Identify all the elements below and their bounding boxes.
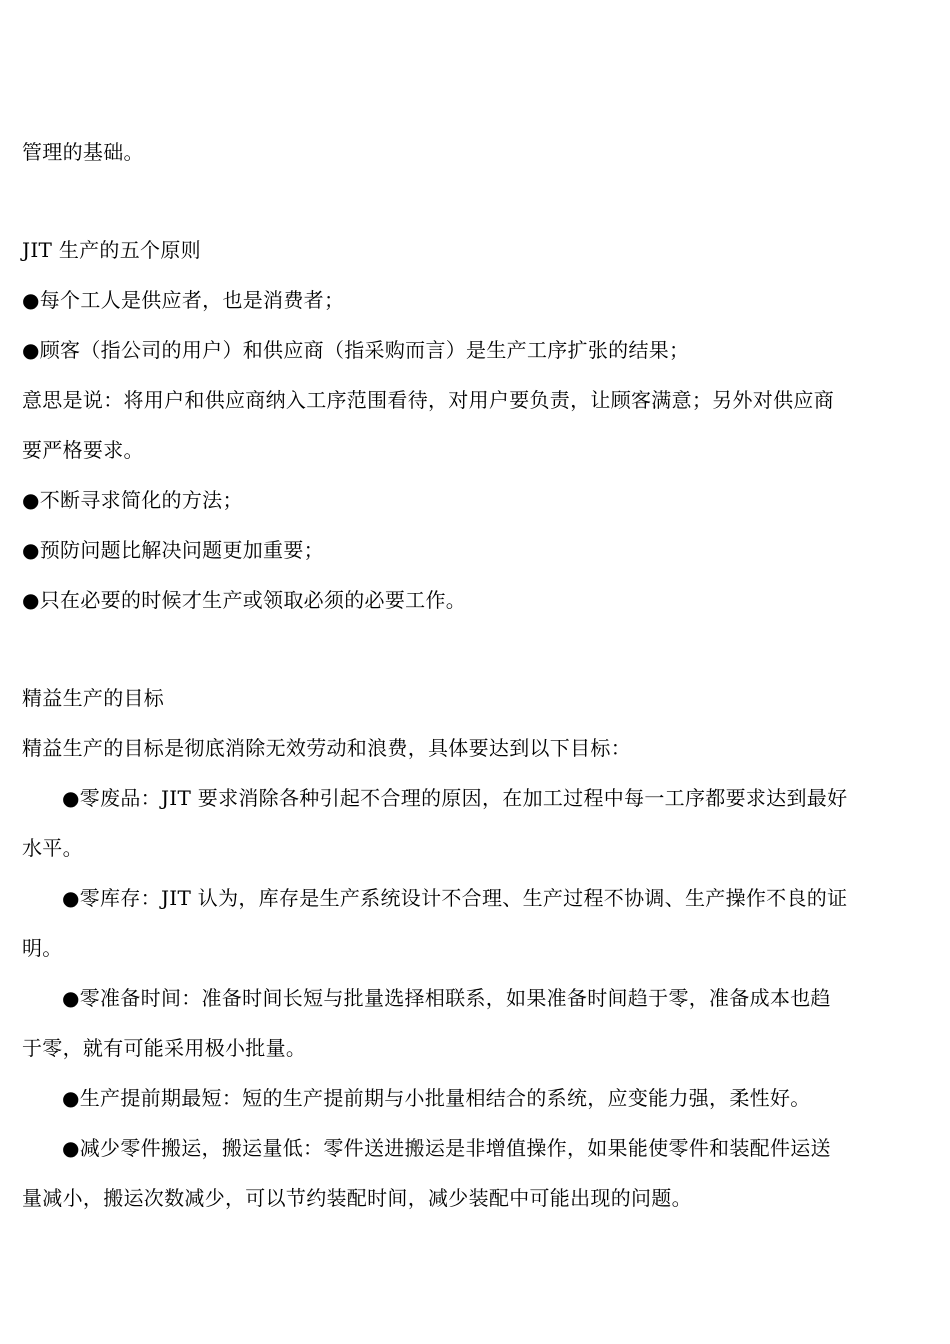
- paragraph-continuation: 管理的基础。: [22, 140, 144, 164]
- paragraph-line: 于零，就有可能采用极小批量。: [22, 1036, 307, 1060]
- bullet-item: ●顾客（指公司的用户）和供应商（指采购而言）是生产工序扩张的结果；: [22, 338, 690, 362]
- bullet-item: ●零废品：JIT 要求消除各种引起不合理的原因，在加工过程中每一工序都要求达到最好: [62, 786, 848, 810]
- section-heading-lean-goals: 精益生产的目标: [22, 686, 165, 710]
- paragraph-line: 水平。: [22, 836, 83, 860]
- section-heading-jit-principles: JIT 生产的五个原则: [22, 238, 201, 262]
- bullet-item: ●零库存：JIT 认为，库存是生产系统设计不合理、生产过程不协调、生产操作不良的证: [62, 886, 848, 910]
- paragraph-line: 精益生产的目标是彻底消除无效劳动和浪费，具体要达到以下目标：: [22, 736, 631, 760]
- bullet-item: ●每个工人是供应者，也是消费者；: [22, 288, 345, 312]
- paragraph-line: 明。: [22, 936, 63, 960]
- bullet-item: ●不断寻求简化的方法；: [22, 488, 243, 512]
- bullet-item: ●零准备时间：准备时间长短与批量选择相联系，如果准备时间趋于零，准备成本也趋: [62, 986, 831, 1010]
- bullet-item: ●减少零件搬运，搬运量低：零件送进搬运是非增值操作，如果能使零件和装配件运送: [62, 1136, 831, 1160]
- paragraph-line: 要严格要求。: [22, 438, 144, 462]
- bullet-item: ●生产提前期最短：短的生产提前期与小批量相结合的系统，应变能力强，柔性好。: [62, 1086, 811, 1110]
- bullet-item: ●预防问题比解决问题更加重要；: [22, 538, 324, 562]
- paragraph-line: 意思是说：将用户和供应商纳入工序范围看待，对用户要负责，让顾客满意；另外对供应商: [22, 388, 834, 412]
- paragraph-line: 量减小，搬运次数减少，可以节约装配时间，减少装配中可能出现的问题。: [22, 1186, 692, 1210]
- bullet-item: ●只在必要的时候才生产或领取必须的必要工作。: [22, 588, 467, 612]
